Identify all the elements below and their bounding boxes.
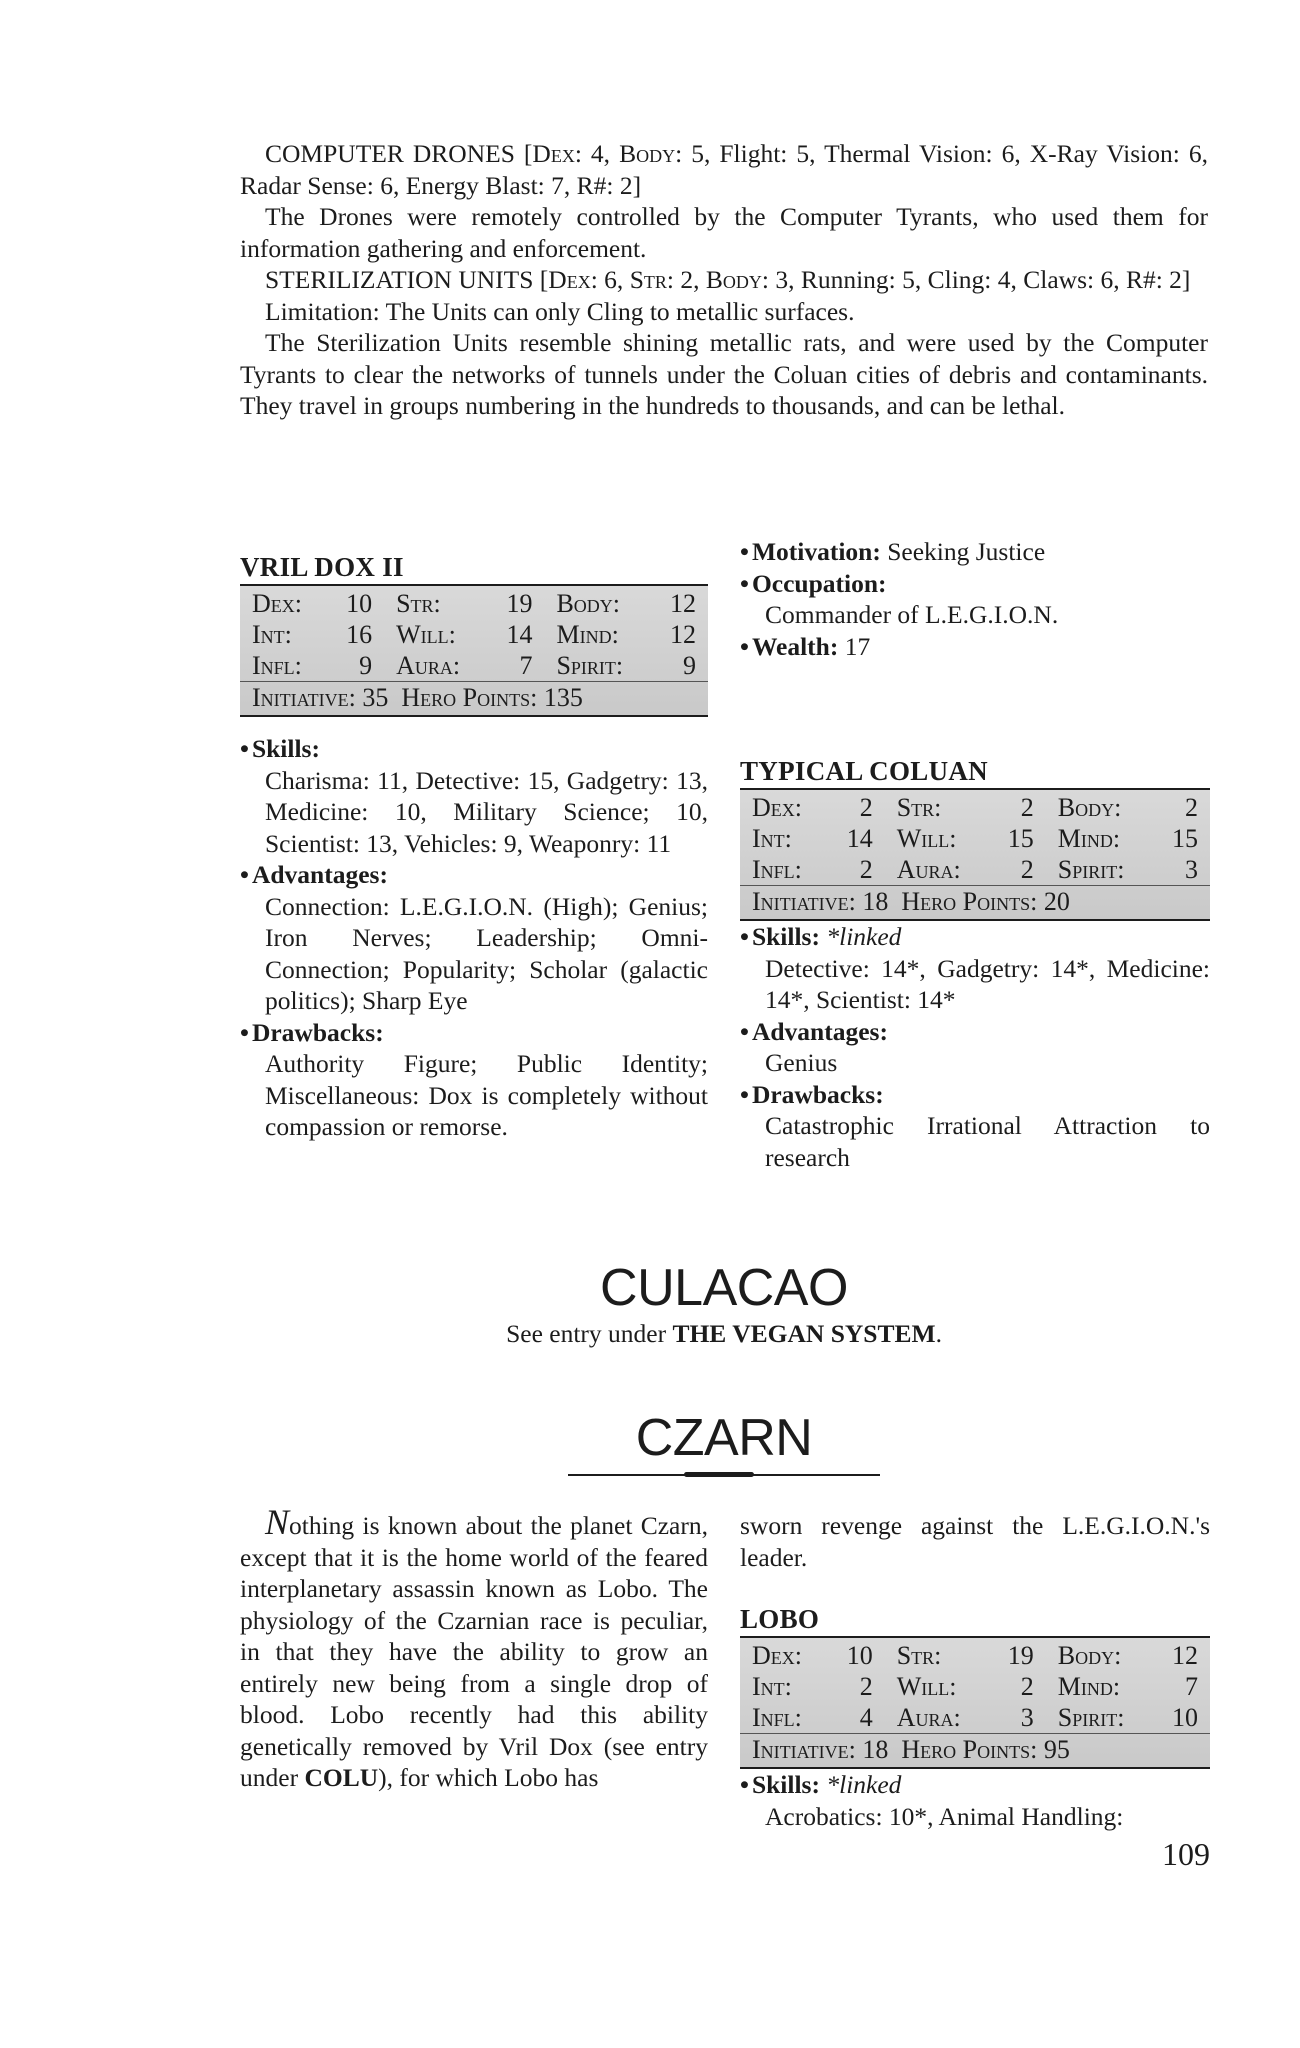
stat-row: Infl: 9 Aura: 7 Spirit: 9 <box>252 651 696 680</box>
stat-row-initiative: Initiative: 18 Hero Points: 20 <box>740 886 1210 918</box>
vril-dox-info <box>740 536 1210 662</box>
advantages-text: Connection: L.E.G.I.O.N. (High); Genius; Iron Nerves; Leadership; Omni-Connection; Popularity; Scholar (galactic politics); Sharp Eye <box>265 891 708 1015</box>
advantages-text: Genius <box>765 1048 838 1077</box>
drawbacks-label: • Drawbacks: <box>240 1017 708 1049</box>
drones-description: The Drones were remotely controlled by the Computer Tyrants, who used them for information gathering and enforcement. <box>240 202 1208 263</box>
stat-row: Dex: 10 Str: 19 Body: 12 <box>252 589 696 618</box>
stat-row: Int: 14 Will: 15 Mind: 15 <box>752 824 1198 853</box>
culacao-heading: CULACAO <box>600 1259 848 1317</box>
lobo-skills-line <box>740 1769 1210 1801</box>
skills-text: Acrobatics: 10*, Animal Handling: <box>765 1801 1124 1831</box>
typical-coluan-block <box>740 756 1210 1173</box>
skills-text: Detective: 14*, Gadgetry: 14*, Medicine: 14*, Scientist: 14* <box>765 953 1210 1014</box>
stat-row: Dex: 10 Str: 19 Body: 12 <box>752 1641 1198 1670</box>
stat-row: Dex: 2 Str: 2 Body: 2 <box>752 793 1198 822</box>
stat-row: Infl: 4 Aura: 3 Spirit: 10 <box>752 1703 1198 1732</box>
czarn-continued: sworn revenge against the L.E.G.I.O.N.'s leader. <box>740 1511 1210 1572</box>
skills-text: Charisma: 11, Detective: 15, Gadgetry: 13, Medicine: 10, Military Science; 10, Scientist: 13, Vehicles: 9, Weaponry: 11 <box>265 765 708 858</box>
coluan-title: TYPICAL COLUAN <box>740 756 988 786</box>
stat-row: Infl: 2 Aura: 2 Spirit: 3 <box>752 855 1198 884</box>
wealth-label: • Wealth: <box>740 632 838 661</box>
lobo-stat-table <box>740 1640 1210 1765</box>
stat-row-initiative: Initiative: 18 Hero Points: 95 <box>740 1734 1210 1766</box>
motivation-value: Seeking Justice <box>887 537 1046 566</box>
lobo-block <box>740 1604 1210 1832</box>
lobo-stat-box <box>740 1636 1210 1769</box>
top-section <box>240 138 1208 422</box>
stat-row-initiative: Initiative: 35 Hero Points: 135 <box>240 682 708 714</box>
advantages-label: • Advantages: <box>240 859 708 891</box>
vril-dox-title: VRIL DOX II <box>240 552 404 582</box>
coluan-stat-box <box>740 788 1210 921</box>
wealth-value: 17 <box>844 631 871 661</box>
drawbacks-text: Authority Figure; Public Identity; Miscellaneous: Dox is completely without compassion or remorse. <box>265 1049 708 1141</box>
occupation-label: • Occupation: <box>740 568 1210 600</box>
coluan-stat-table <box>740 792 1210 917</box>
page-number: 109 <box>1162 1836 1210 1872</box>
motivation-line <box>740 536 1210 568</box>
sterilization-entry: STERILIZATION UNITS [Dex: 6, Str: 2, Body: 3, Running: 5, Cling: 4, Claws: 6, R#: 2] <box>265 265 1191 294</box>
skills-note: *linked <box>826 922 902 951</box>
coluan-details <box>740 921 1210 1173</box>
drones-entry: COMPUTER DRONES [Dex: 4, Body: 5, Flight: 5, Thermal Vision: 6, X-Ray Vision: 6, Radar Sense: 6, Energy Blast: 7, R#: 2] <box>240 139 1208 200</box>
sterilization-description: The Sterilization Units resemble shining metallic rats, and were used by the Computer Tyrants to clear the networks of tunnels under the Coluan cities of debris and contaminants. They travel in groups numbering in the hundreds to thousands, and can be lethal. <box>240 328 1208 420</box>
stat-row: Int: 2 Will: 2 Mind: 7 <box>752 1672 1198 1701</box>
advantages-label: • Advantages: <box>740 1016 1210 1048</box>
drop-cap: N <box>265 1502 290 1542</box>
coluan-skills-line <box>740 921 1210 953</box>
skills-label: • Skills: <box>740 922 820 951</box>
culacao-see-entry: See entry under THE VEGAN SYSTEM. <box>506 1319 942 1348</box>
vril-dox-details <box>240 733 708 1143</box>
drawbacks-text: Catastrophic Irrational Attraction to research <box>765 1111 1210 1172</box>
vril-dox-stat-table <box>240 588 708 713</box>
drawbacks-label: • Drawbacks: <box>740 1079 1210 1111</box>
czarn-heading: CZARN <box>635 1409 813 1467</box>
vril-dox-stat-box <box>240 584 708 717</box>
skills-label: • Skills: <box>240 733 708 765</box>
motivation-label: • Motivation: <box>740 537 881 566</box>
vril-dox-block <box>240 552 708 1143</box>
culacao-see-target: THE VEGAN SYSTEM <box>672 1319 936 1348</box>
czarn-colu-ref: COLU <box>304 1763 379 1792</box>
czarn-paragraph: Nothing is known about the planet Czarn, except that it is the home world of the feared interplanetary assassin known as Lobo. The physiology of the Czarnian race is peculiar, in that they have the ability to grow an entirely new being from a single drop of blood. Lobo recently had this ability genetically removed by Vril Dox (see entry under COLU), for which Lobo has <box>240 1502 708 1792</box>
czarn-heading-rule-accent <box>684 1472 754 1477</box>
occupation-value: Commander of L.E.G.I.O.N. <box>765 600 1059 629</box>
sterilization-limitation: Limitation: The Units can only Cling to metallic surfaces. <box>265 296 855 326</box>
lobo-title: LOBO <box>740 1604 820 1634</box>
stat-row: Int: 16 Will: 14 Mind: 12 <box>252 620 696 649</box>
skills-label: • Skills: <box>740 1770 820 1799</box>
skills-note: *linked <box>826 1770 902 1799</box>
wealth-line <box>740 631 1210 663</box>
